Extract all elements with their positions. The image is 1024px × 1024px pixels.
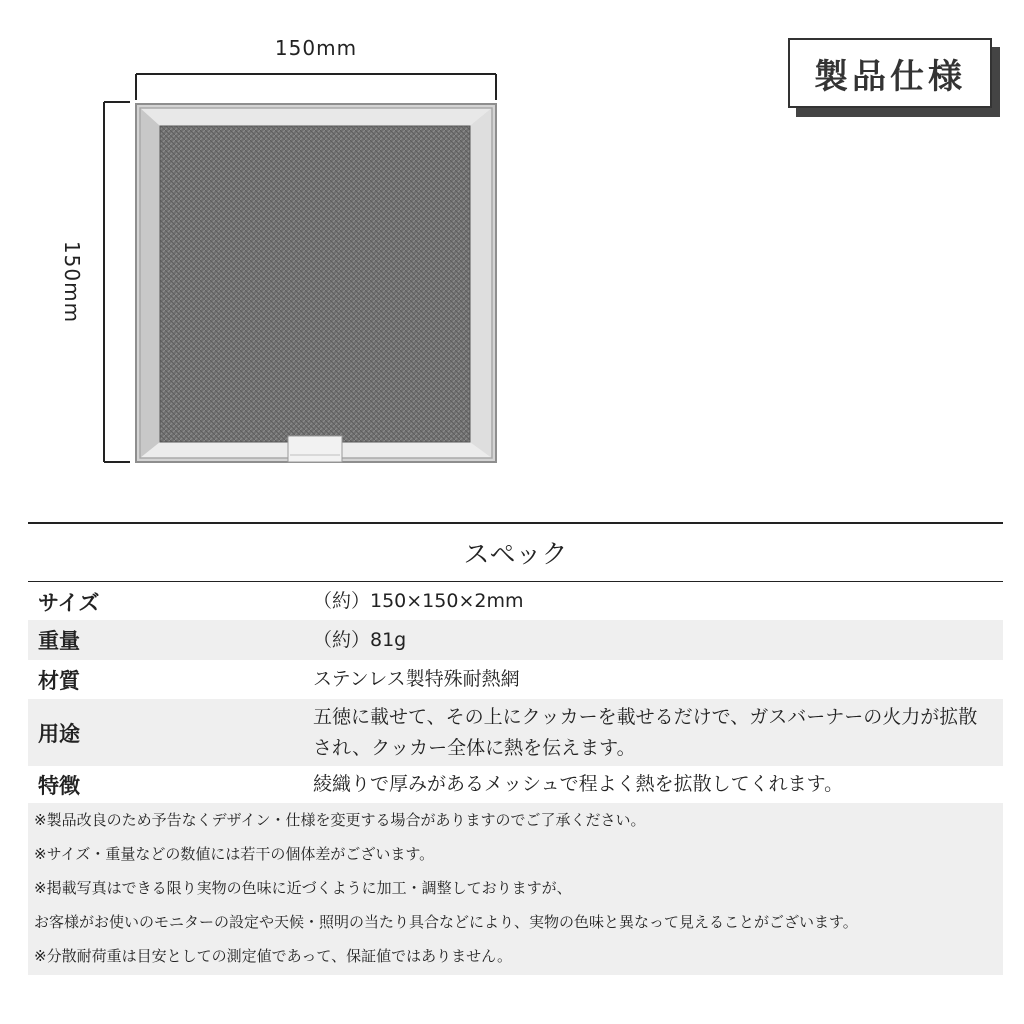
spec-row-feature: [28, 766, 1003, 803]
spec-header-rule: [28, 581, 1003, 582]
spec-key: 重量: [38, 629, 80, 653]
spec-top-rule: [28, 522, 1003, 524]
spec-value: 綾織りで厚みがあるメッシュで程よく熱を拡散してくれます。: [313, 773, 844, 795]
width-dimension-label: 150mm: [274, 36, 358, 60]
width-dimension-line: [136, 74, 496, 100]
notes-box: [28, 803, 1003, 975]
product-illustration: [0, 0, 520, 480]
spec-table: [28, 583, 1003, 803]
spec-value: （約）150×150×2mm: [313, 590, 524, 612]
note-line: お客様がお使いのモニターの設定や天候・照明の当たり具合などにより、実物の色味と異なって見えることがございます。: [34, 913, 858, 931]
spec-heading: スペック: [463, 540, 568, 570]
spec-key: 材質: [38, 668, 80, 693]
spec-key: 特徴: [38, 773, 80, 798]
spec-key: サイズ: [38, 590, 100, 615]
spec-row-weight: [28, 620, 1003, 660]
height-dimension-line: [104, 102, 130, 462]
note-line: ※掲載写真はできる限り実物の色味に近づくように加工・調整しておりますが、: [34, 879, 572, 897]
spec-value: （約）81g: [313, 628, 407, 651]
note-line: ※サイズ・重量などの数値には若干の個体差がございます。: [34, 845, 435, 863]
spec-key: 用途: [38, 721, 80, 746]
note-line: ※分散耐荷重は目安としての測定値であって、保証値ではありません。: [34, 947, 513, 965]
spec-row-size: [28, 583, 1003, 620]
height-dimension-label: 150mm: [60, 240, 84, 324]
spec-value: ステンレス製特殊耐熱網: [313, 668, 520, 690]
title-badge: 製品仕様: [788, 38, 992, 108]
note-line: ※製品改良のため予告なくデザイン・仕様を変更する場合がありますのでご了承ください。: [34, 811, 646, 829]
spec-row-usage: [28, 699, 1003, 766]
spec-row-material: [28, 660, 1003, 699]
mesh-surface: [160, 126, 470, 442]
spec-value: 五徳に載せて、その上にクッカーを載せるだけで、ガスバーナーの火力が拡散され、クッカー全体に熱を伝えます。: [313, 705, 978, 759]
frame-clip: [288, 436, 342, 462]
